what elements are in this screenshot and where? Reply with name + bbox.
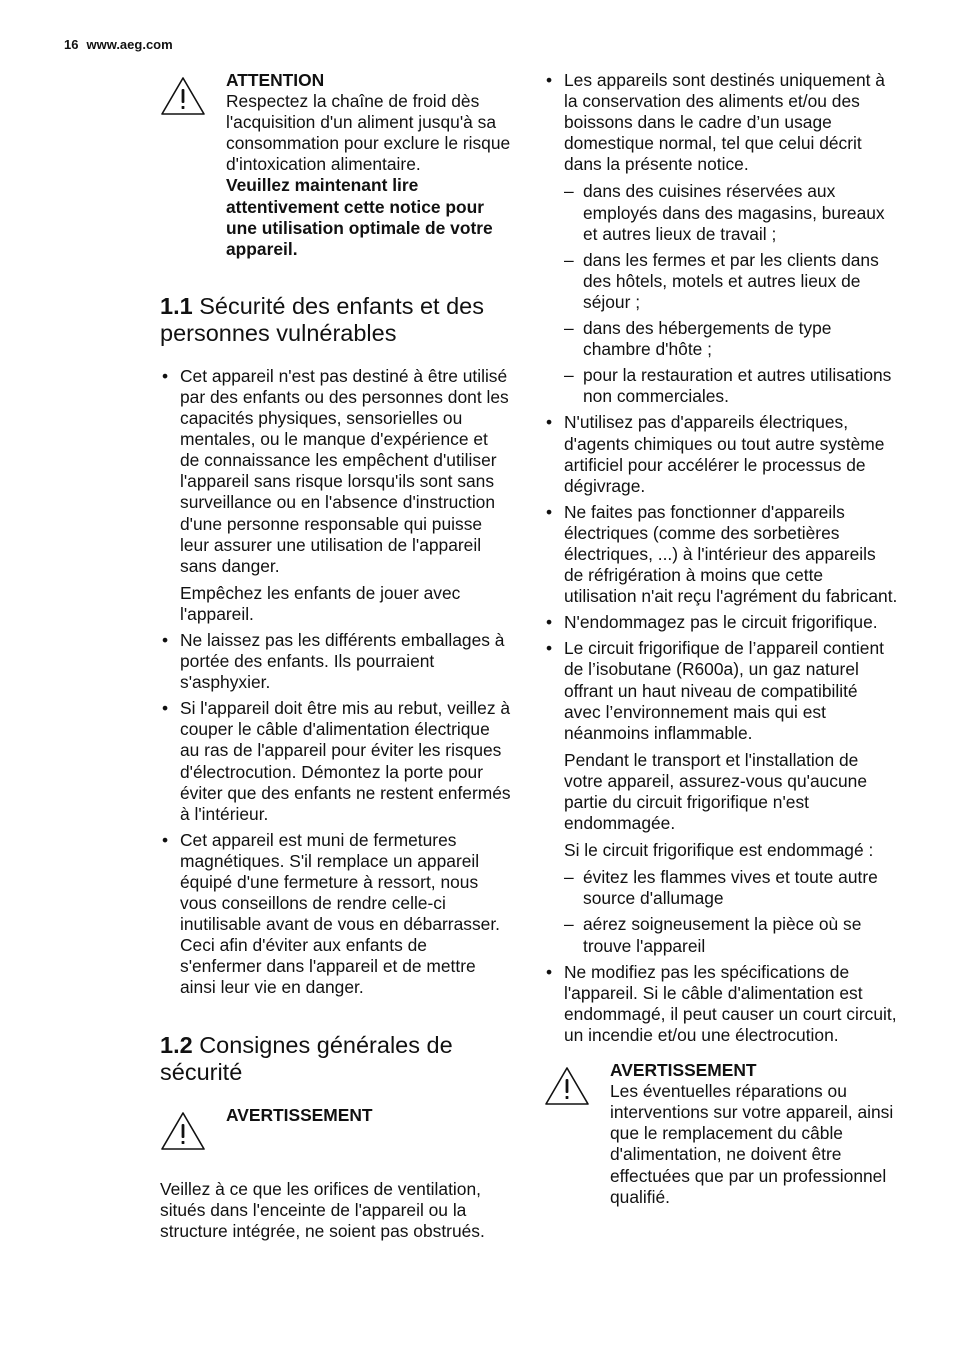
list-item-text: Ne faites pas fonctionner d'appareils électriques (comme des sorbetières électriques, ...) à l'intérieur des appareils de réfrigération à moins que cette utilisation n'ait reçu l'agrément du fabricant.: [564, 501, 898, 607]
ventilation-text: Veillez à ce que les orifices de ventilation, situés dans l'enceinte de l'appareil ou la structure intégrée, ne soient pas obstrués.: [160, 1178, 485, 1241]
repair-warning-block: [544, 1060, 898, 1208]
list-item-text: N'endommagez pas le circuit frigorifique.: [564, 612, 878, 633]
list-item-text: Cet appareil n'est pas destiné à être utilisé par des enfants ou des personnes dont les capacités physiques, sensorielles ou mentales, ou le manque d'expérience et de connaissance les empêchent d'utiliser l'appareil sans risque lorsqu'ils sont sans surveillance ou en l'absence d'instruction d'une personne responsable qui puisse leur assurer une utilisation de l'appareil sans danger.: [180, 365, 509, 576]
list-item: [160, 630, 512, 693]
warning-block: [160, 1105, 512, 1151]
list-item: [544, 612, 898, 633]
list-item-note: Pendant le transport et l'installation de votre appareil, assurez-vous qu'aucune partie du circuit frigorifique n'est endommagée.: [564, 749, 868, 834]
list-item: [544, 638, 898, 956]
list-item-text: N'utilisez pas d'appareils électriques, d'agents chimiques ou tout autre système artificiel pour accélérer le processus de dégivrage.: [564, 412, 885, 496]
attention-block: [160, 70, 512, 260]
warning-title: AVERTISSEMENT: [610, 1060, 757, 1081]
list-item: [544, 962, 898, 1046]
list-item: [160, 366, 512, 625]
site-url: www.aeg.com: [86, 37, 173, 52]
warning-triangle-icon: [160, 76, 206, 116]
list-item-note: Si le circuit frigorifique est endommagé :: [564, 840, 874, 861]
dash-item: – dans des hébergements de type chambre d'hôte ;: [564, 318, 898, 360]
list-item: [544, 412, 898, 496]
warning-triangle-icon: [160, 1111, 206, 1151]
section-title: Sécurité des enfants et des personnes vulnérables: [160, 292, 484, 346]
dash-item: – pour la restauration et autres utilisations non commerciales.: [564, 365, 898, 407]
list-item: [160, 830, 512, 999]
attention-title: ATTENTION: [226, 70, 325, 90]
warning-text: Les éventuelles réparations ou interventions sur votre appareil, ainsi que le remplacement du câble d'alimentation, ne doivent être effectuées que par un professionnel qualifié.: [610, 1081, 894, 1207]
attention-text: Respectez la chaîne de froid dès l'acquisition d'un aliment jusqu'à sa consommation pour exclure le risque d'intoxication alimentaire.: [226, 91, 511, 175]
list-item-text: Ne modifiez pas les spécifications de l'appareil. Si le câble d'alimentation est endommagé, il peut causer un court circuit, un incendie et/ou une électrocution.: [564, 961, 897, 1045]
list-item-text: Les appareils sont destinés uniquement à la conservation des aliments et/ou des boissons dans le cadre d’un usage domestique normal, tel que celui décrit dans la présente notice.: [564, 70, 885, 175]
dash-item: – évitez les flammes vives et toute autre source d'allumage: [564, 867, 898, 909]
attention-bold-text: Veuillez maintenant lire attentivement cette notice pour une utilisation optimale de votre appareil.: [226, 175, 493, 259]
list-item-text: Si l'appareil doit être mis au rebut, veillez à couper le câble d'alimentation électrique au ras de l'appareil pour éviter les risques d'électrocution. Démontez la porte pour éviter que des enfants ne restent enfermés à l'intérieur.: [180, 698, 511, 824]
list-item-text: Le circuit frigorifique de l’appareil contient de l’isobutane (R600a), un gaz naturel offrant un haut niveau de compatibilité avec l’environnement mais qui est néanmoins inflammable.: [564, 638, 884, 743]
dash-list: [564, 867, 898, 956]
list-item-text: Ne laissez pas les différents emballages à portée des enfants. Ils pourraient s'asphyxier.: [180, 629, 505, 693]
child-safety-list: [160, 366, 512, 999]
right-column: [544, 70, 898, 1208]
page-number: 16: [64, 37, 79, 52]
dash-item: – dans des cuisines réservées aux employés dans des magasins, bureaux et autres lieux de travail ;: [564, 181, 898, 244]
section-number: 1.1: [160, 292, 193, 319]
list-item-note: Empêchez les enfants de jouer avec l'appareil.: [180, 582, 461, 624]
dash-item: – dans les fermes et par les clients dans des hôtels, motels et autres lieux de séjour ;: [564, 250, 898, 313]
list-item: [544, 502, 898, 607]
section-title: Consignes générales de sécurité: [160, 1031, 453, 1085]
left-column: [160, 70, 512, 1242]
list-item-text: Cet appareil est muni de fermetures magnétiques. S'il remplace un appareil équipé d'une fermeture à ressort, nous vous conseillons de rendre celle-ci inutilisable avant de vous en débarrasser. Ceci afin d'éviter aux enfants de s'enfermer dans l'appareil et de mettre ainsi leur vie en danger.: [180, 829, 500, 998]
section-heading-1-1: [160, 293, 512, 347]
dash-list: [564, 181, 898, 407]
dash-item: – aérez soigneusement la pièce où se trouve l'appareil: [564, 914, 898, 956]
warning-title: AVERTISSEMENT: [226, 1104, 373, 1125]
list-item: [544, 70, 898, 407]
general-safety-list: [544, 70, 898, 1046]
section-heading-1-2: [160, 1032, 512, 1086]
list-item: [160, 698, 512, 825]
section-number: 1.2: [160, 1031, 193, 1058]
warning-triangle-icon: [544, 1066, 590, 1106]
page-header: [64, 37, 173, 52]
